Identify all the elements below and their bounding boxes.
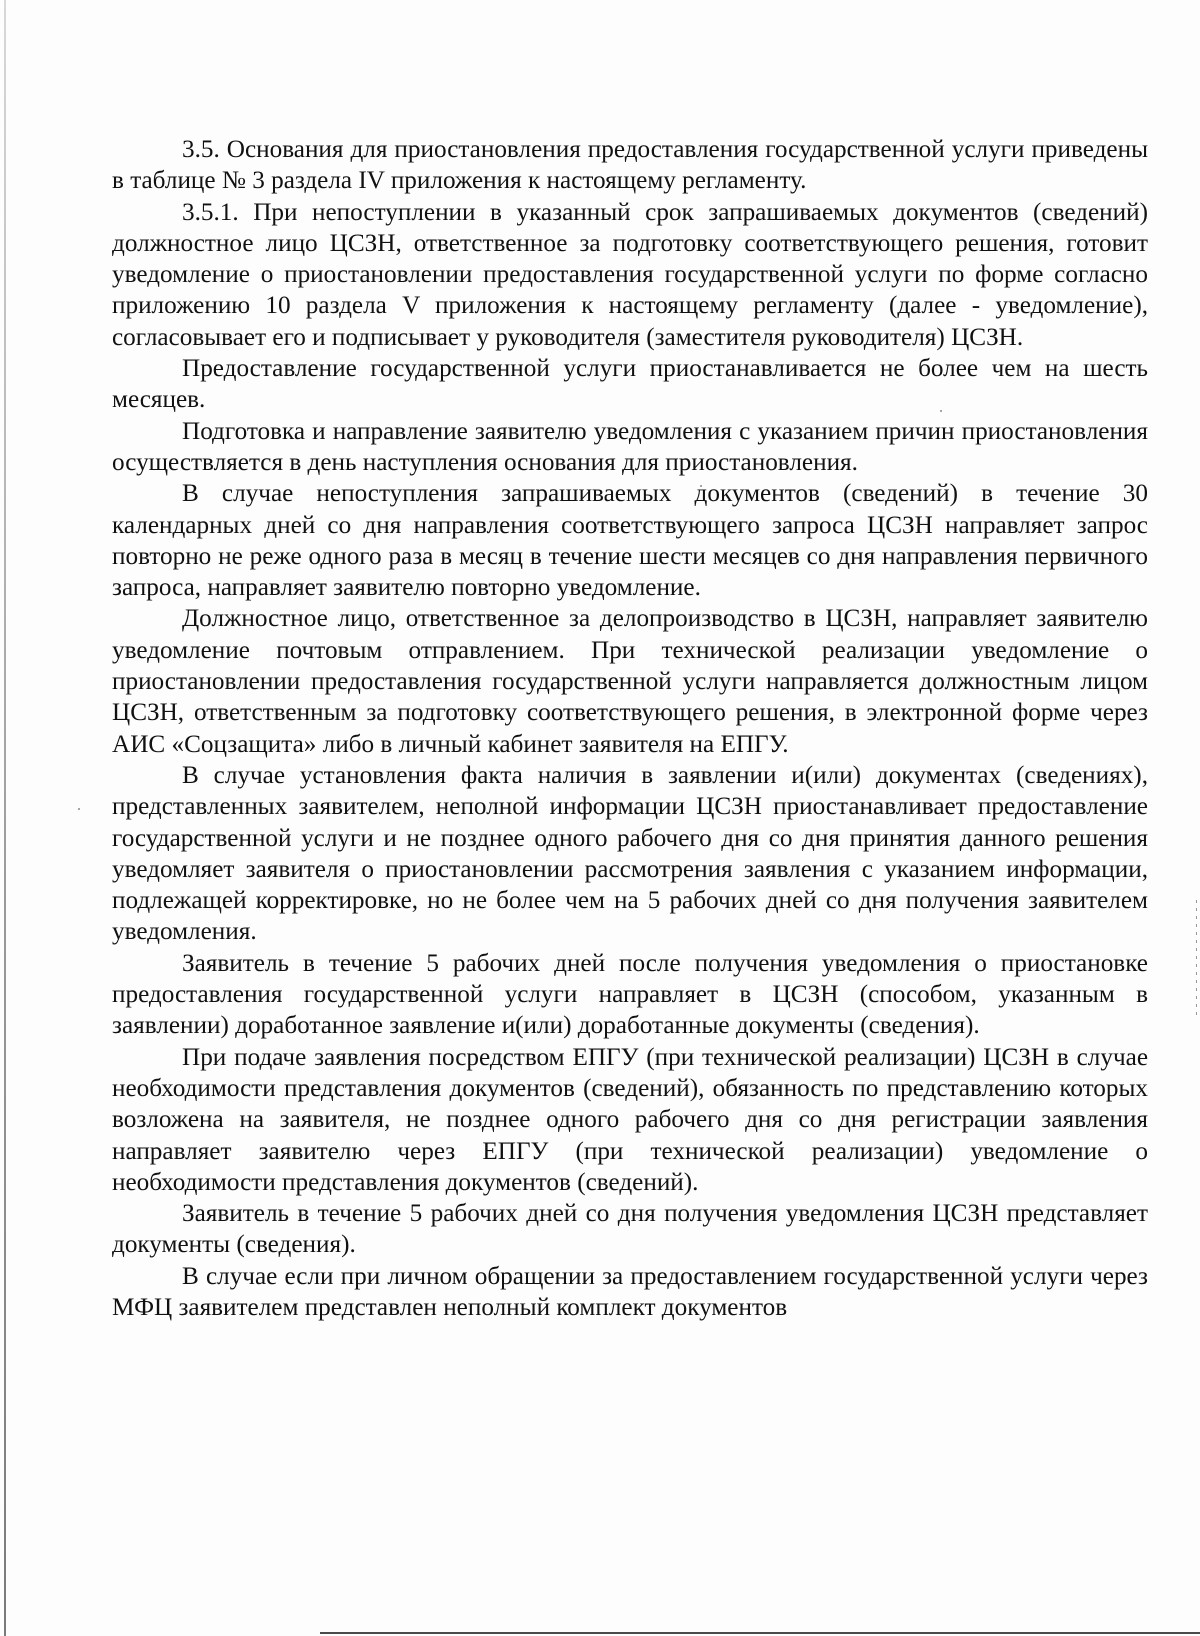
paragraph-epgu-submission: При подаче заявления посредством ЕПГУ (при технической реализации) ЦСЗН в случае необходимости представления документов (сведений), обязанность по представлению которых возложена на заявителя, не позднее одного рабочего дня со дня регистрации заявления направляет заявителю через ЕПГУ (при технической реализации) уведомление о необходимости представления документов (сведений). — [112, 1043, 1148, 1196]
scan-right-edge — [1196, 900, 1197, 1020]
paragraph-3-5-1: 3.5.1. При непоступлении в указанный срок запрашиваемых документов (сведений) должностное лицо ЦСЗН, ответственное за подготовку соответствующего решения, готовит уведомление о приостановлении предоставления государственной услуги по форме согласно приложению 10 раздела V приложения к настоящему регламенту (далее - уведомление), согласовывает его и подписывает у руководителя (заместителя руководителя) ЦСЗН. — [112, 198, 1148, 351]
scan-speck — [78, 808, 80, 810]
paragraph-applicant-revision: Заявитель в течение 5 рабочих дней после получения уведомления о приостановке предоставления государственной услуги направляет в ЦСЗН (способом, указанным в заявлении) доработанное заявление и(или) доработанные документы (сведения). — [112, 949, 1148, 1040]
paragraph-mfc-incomplete: В случае если при личном обращении за предоставлением государственной услуги через МФЦ заявителем представлен неполный комплект документов — [112, 1262, 1148, 1321]
scan-bottom-edge — [320, 1632, 1200, 1634]
document-body — [112, 134, 1148, 1323]
paragraph-postal-notification: Должностное лицо, ответственное за делопроизводство в ЦСЗН, направляет заявителю уведомление почтовым отправлением. При технической реализации уведомление о приостановлении предоставления государственной услуги направляется должностным лицом ЦСЗН, ответственным за подготовку соответствующего решения, в электронной форме через АИС «Соцзащита» либо в личный кабинет заявителя на ЕПГУ. — [112, 605, 1148, 758]
paragraph-3-5: 3.5. Основания для приостановления предоставления государственной услуги приведены в таблице № 3 раздела IV приложения к настоящему регламенту. — [112, 136, 1148, 195]
paragraph-incomplete-information: В случае установления факта наличия в заявлении и(или) документах (сведениях), представленных заявителем, неполной информации ЦСЗН приостанавливает предоставление государственной услуги и не позднее одного рабочего дня со дня принятия данного решения уведомляет заявителя о приостановлении рассмотрения заявления с указанием информации, подлежащей корректировке, но не более чем на 5 рабочих дней со дня получения заявителем уведомления. — [112, 761, 1148, 946]
paragraph-applicant-documents: Заявитель в течение 5 рабочих дней со дня получения уведомления ЦСЗН представляет документы (сведения). — [112, 1200, 1148, 1259]
paragraph-notification-preparation: Подготовка и направление заявителю уведомления с указанием причин приостановления осуществляется в день наступления основания для приостановления. — [112, 417, 1148, 476]
scan-left-edge — [4, 0, 6, 1636]
paragraph-suspension-term: Предоставление государственной услуги приостанавливается не более чем на шесть месяцев. — [112, 355, 1148, 414]
paragraph-repeat-request: В случае непоступления запрашиваемых документов (сведений) в течение 30 календарных дней со дня направления соответствующего запроса ЦСЗН направляет запрос повторно не реже одного раза в месяц в течение шести месяцев со дня направления первичного запроса, направляет заявителю повторно уведомление. — [112, 480, 1148, 602]
